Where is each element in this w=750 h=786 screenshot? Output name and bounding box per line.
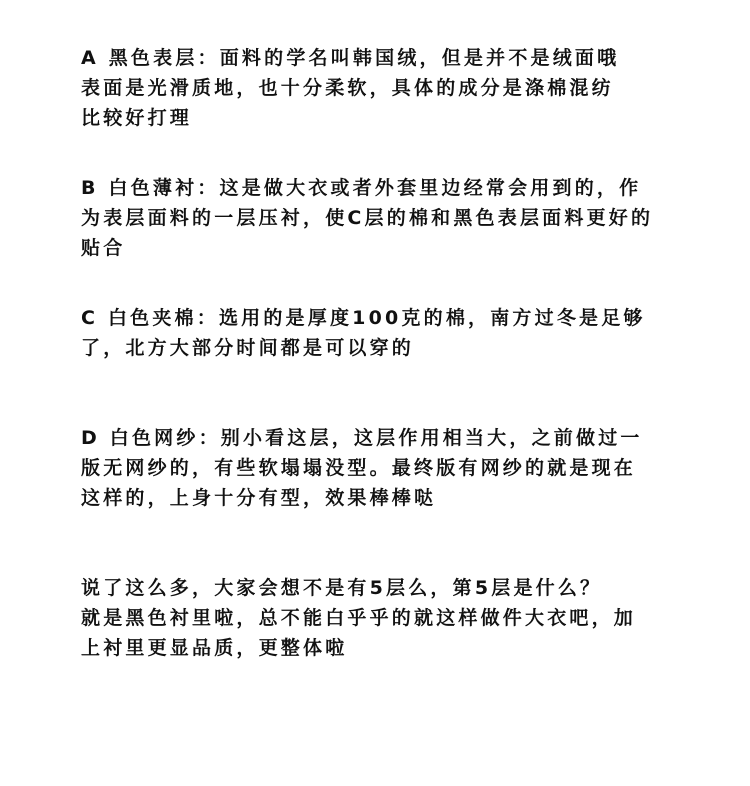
text-line: 说了这么多，大家会想不是有5层么，第5层是什么？ [81, 577, 603, 599]
section-spacer [81, 363, 701, 423]
section-spacer [81, 133, 701, 173]
text-line: 比较好打理 [81, 107, 193, 129]
section-c-white-padding [81, 303, 701, 363]
text-line: 表面是光滑质地，也十分柔软，具体的成分是涤棉混纺 [81, 77, 614, 99]
text-line: 为表层面料的一层压衬，使C层的棉和黑色表层面料更好的 [81, 207, 654, 229]
text-line: 这样的，上身十分有型，效果棒棒哒 [81, 487, 437, 509]
section-spacer [81, 513, 701, 573]
text-line: 贴合 [81, 237, 126, 259]
text-line: C 白色夹棉：选用的是厚度100克的棉，南方过冬是足够 [81, 307, 646, 329]
text-line: B 白色薄衬：这是做大衣或者外套里边经常会用到的，作 [81, 177, 642, 199]
section-e-black-lining [81, 573, 701, 663]
text-line: 上衬里更显品质，更整体啦 [81, 637, 348, 659]
section-b-white-thin-interlining [81, 173, 701, 263]
text-line: D 白色网纱：别小看这层，这层作用相当大，之前做过一 [81, 427, 643, 449]
text-content [81, 43, 701, 663]
text-line: 就是黑色衬里啦，总不能白乎乎的就这样做件大衣吧，加 [81, 607, 637, 629]
section-d-white-mesh [81, 423, 701, 513]
text-line: 了，北方大部分时间都是可以穿的 [81, 337, 415, 359]
text-line: 版无网纱的，有些软塌塌没型。最终版有网纱的就是现在 [81, 457, 637, 479]
text-line: A 黑色表层：面料的学名叫韩国绒，但是并不是绒面哦 [81, 47, 620, 69]
section-spacer [81, 263, 701, 303]
section-a-black-outer-layer [81, 43, 701, 133]
